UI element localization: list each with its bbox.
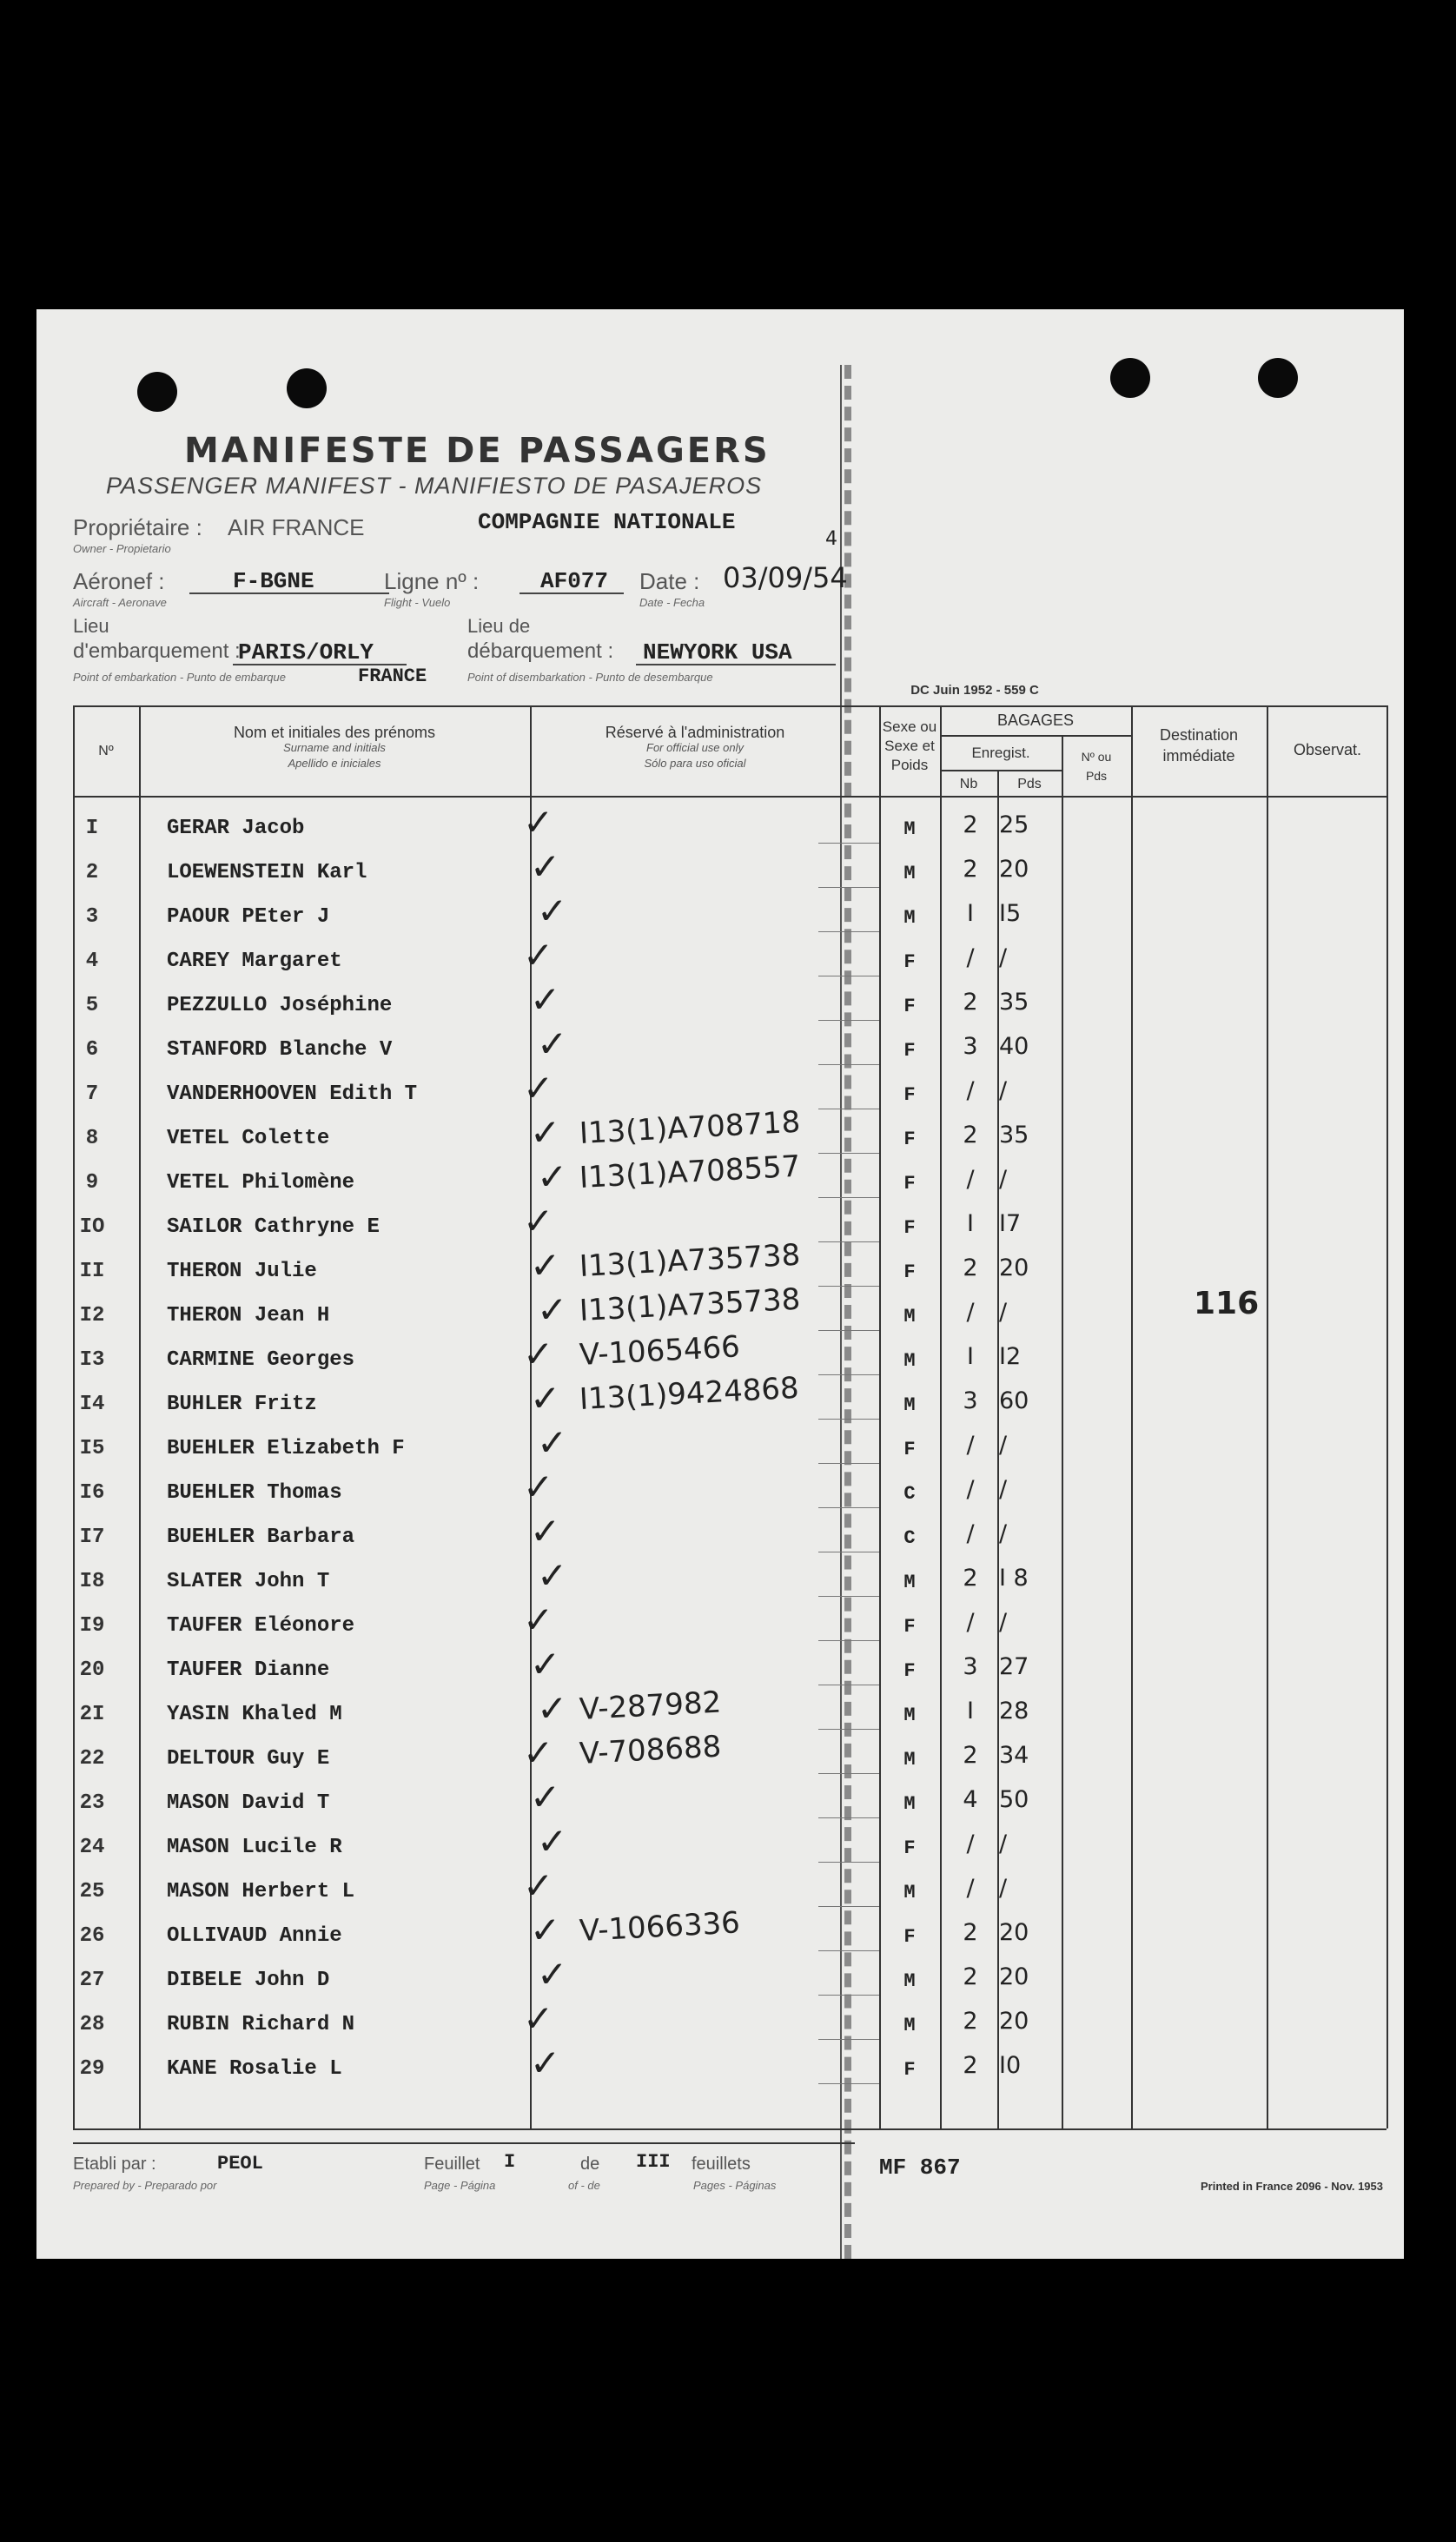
baggage-count: /: [966, 1875, 975, 1902]
sheets-label: feuillets: [692, 2155, 751, 2174]
passenger-sex: F: [903, 996, 916, 1017]
passenger-name: SAILOR Cathryne E: [167, 1215, 380, 1239]
passenger-name: PEZZULLO Joséphine: [167, 994, 393, 1017]
passenger-name: BUEHLER Barbara: [167, 1526, 355, 1549]
row-rule: [818, 1596, 879, 1597]
row-number: IO: [79, 1215, 105, 1239]
baggage-count: /: [966, 1609, 975, 1636]
col-destination: Destination immédiate: [1159, 726, 1239, 765]
passenger-name: MASON David T: [167, 1791, 330, 1815]
passenger-sex: M: [903, 907, 916, 929]
row-number: I4: [79, 1393, 105, 1416]
owner-extra: COMPAGNIE NATIONALE: [478, 509, 736, 535]
disembark-value: NEWYORK USA: [643, 639, 792, 665]
punch-hole: [137, 372, 177, 412]
check-mark: ✓: [530, 978, 561, 1021]
passenger-sex: M: [903, 1749, 916, 1771]
row-number: 29: [79, 2057, 105, 2081]
col-no: Nº: [98, 744, 114, 758]
of-label: de: [580, 2155, 600, 2174]
baggage-count: /: [966, 1520, 975, 1547]
baggage-weight: I7: [999, 1210, 1022, 1237]
disembark-caption: Point of disembarkation - Punto de desembarque: [467, 671, 713, 684]
check-mark: ✓: [537, 1687, 568, 1730]
baggage-weight: 35: [999, 989, 1029, 1016]
col-pds2: Pds: [1085, 769, 1108, 783]
aircraft-caption: Aircraft - Aeronave: [73, 596, 167, 609]
check-mark: ✓: [537, 1288, 568, 1331]
passenger-name: DELTOUR Guy E: [167, 1747, 330, 1771]
row-rule: [818, 1463, 879, 1464]
prepared-caption: Prepared by - Preparado por: [73, 2179, 217, 2192]
disembark-label-2: débarquement :: [467, 639, 614, 663]
passenger-sex: F: [903, 951, 916, 973]
baggage-count: 2: [963, 1122, 978, 1149]
row-number: I3: [79, 1348, 105, 1372]
row-rule: [818, 1241, 879, 1242]
sheet-label: Feuillet: [424, 2155, 480, 2174]
check-mark: ✓: [530, 1643, 561, 1685]
passenger-name: PAOUR PEter J: [167, 905, 330, 929]
baggage-count: /: [966, 1166, 975, 1193]
check-mark: ✓: [530, 1377, 561, 1420]
passenger-sex: F: [903, 1439, 916, 1460]
baggage-weight: 35: [999, 1122, 1029, 1149]
baggage-weight: /: [999, 1432, 1008, 1459]
passenger-sex: M: [903, 1350, 916, 1372]
date-label: Date :: [639, 568, 700, 594]
passenger-name: LOEWENSTEIN Karl: [167, 861, 367, 884]
col-sexe: Sexe ou Sexe et Poids: [882, 718, 937, 773]
row-number: 3: [85, 905, 99, 929]
prepared-value: PEOL: [217, 2153, 263, 2175]
row-number: 23: [79, 1791, 105, 1815]
check-mark: ✓: [530, 845, 561, 888]
passenger-name: GERAR Jacob: [167, 817, 305, 840]
passenger-sex: M: [903, 1793, 916, 1815]
row-rule: [818, 1286, 879, 1287]
sheets-caption: Pages - Páginas: [693, 2179, 777, 2192]
check-mark: ✓: [530, 2042, 561, 2084]
corner-mark: 4: [825, 528, 837, 550]
tear-line: [840, 365, 842, 2259]
flight-value: AF077: [540, 568, 609, 594]
check-mark: ✓: [530, 1776, 561, 1818]
baggage-weight: /: [999, 1476, 1008, 1503]
baggage-count: 2: [963, 1254, 978, 1281]
baggage-count: /: [966, 1077, 975, 1104]
passenger-sex: F: [903, 2059, 916, 2081]
row-rule: [818, 1197, 879, 1198]
passenger-name: THERON Jean H: [167, 1304, 330, 1327]
row-number: 7: [85, 1082, 99, 1106]
baggage-count: 2: [963, 2052, 978, 2079]
baggage-weight: 27: [999, 1653, 1029, 1680]
row-number: 4: [85, 950, 99, 973]
date-caption: Date - Fecha: [639, 596, 705, 609]
row-number: II: [79, 1260, 105, 1283]
row-number: 22: [79, 1747, 105, 1771]
baggage-weight: I2: [999, 1343, 1022, 1370]
baggage-count: I: [967, 1210, 974, 1237]
baggage-count: I: [967, 1698, 974, 1724]
check-mark: ✓: [523, 1200, 554, 1242]
check-mark: ✓: [523, 1864, 554, 1907]
passenger-sex: M: [903, 1306, 916, 1327]
owner-label: Propriétaire :: [73, 514, 202, 540]
check-mark: ✓: [530, 1244, 561, 1287]
row-rule: [818, 1906, 879, 1907]
row-number: 6: [85, 1038, 99, 1062]
sheet-value: I: [504, 2151, 516, 2173]
destination-note: 116: [1194, 1286, 1260, 1321]
baggage-count: 3: [963, 1387, 978, 1414]
flight-caption: Flight - Vuelo: [384, 596, 451, 609]
admin-entry: V-1065466: [578, 1329, 741, 1373]
passenger-name: CARMINE Georges: [167, 1348, 355, 1372]
check-mark: ✓: [537, 1155, 568, 1198]
passenger-name: SLATER John T: [167, 1570, 330, 1593]
prepared-label: Etabli par :: [73, 2155, 156, 2174]
disembark-label: Lieu de: [467, 615, 531, 637]
passenger-name: BUEHLER Thomas: [167, 1481, 342, 1505]
row-rule: [818, 1773, 879, 1774]
admin-entry: I13(1)A735738: [578, 1237, 802, 1284]
passenger-name: YASIN Khaled M: [167, 1703, 342, 1726]
row-rule: [818, 1419, 879, 1420]
passenger-name: THERON Julie: [167, 1260, 317, 1283]
passenger-sex: F: [903, 1173, 916, 1195]
punch-hole: [1258, 358, 1298, 398]
baggage-weight: 40: [999, 1033, 1029, 1060]
baggage-count: 3: [963, 1653, 978, 1680]
row-number: 28: [79, 2013, 105, 2036]
row-number: 24: [79, 1836, 105, 1859]
passenger-name: VETEL Colette: [167, 1127, 330, 1150]
baggage-count: 4: [963, 1786, 978, 1813]
baggage-weight: /: [999, 944, 1008, 971]
aircraft-value: F-BGNE: [233, 568, 314, 594]
baggage-weight: /: [999, 1299, 1008, 1326]
check-mark: ✓: [537, 1820, 568, 1863]
passenger-sex: M: [903, 818, 916, 840]
passenger-name: DIBELE John D: [167, 1969, 330, 1992]
check-mark: ✓: [523, 934, 554, 976]
passenger-sex: F: [903, 1616, 916, 1638]
baggage-weight: I5: [999, 900, 1022, 927]
row-rule: [818, 1950, 879, 1951]
passenger-name: MASON Lucile R: [167, 1836, 342, 1859]
page-title: MANIFESTE DE PASSAGERS: [184, 431, 771, 471]
passenger-sex: M: [903, 863, 916, 884]
baggage-count: /: [966, 944, 975, 971]
col-enregist: Enregist.: [971, 745, 1030, 761]
passenger-name: BUEHLER Elizabeth F: [167, 1437, 405, 1460]
row-rule: [818, 1995, 879, 1996]
baggage-weight: 50: [999, 1786, 1029, 1813]
row-number: 2I: [79, 1703, 105, 1726]
admin-entry: V-287982: [578, 1685, 723, 1727]
check-mark: ✓: [530, 1510, 561, 1552]
perforation: [844, 365, 851, 2259]
row-rule: [818, 1640, 879, 1641]
total-value: III: [636, 2151, 671, 2173]
passenger-name: MASON Herbert L: [167, 1880, 355, 1903]
baggage-count: I: [967, 900, 974, 927]
baggage-count: 2: [963, 1742, 978, 1769]
row-number: 20: [79, 1658, 105, 1682]
col-observ: Observat.: [1293, 741, 1362, 758]
passenger-sex: F: [903, 1837, 916, 1859]
check-mark: ✓: [523, 1067, 554, 1109]
baggage-count: 2: [963, 989, 978, 1016]
admin-entry: I13(1)A708718: [578, 1104, 802, 1151]
baggage-count: 2: [963, 1919, 978, 1946]
baggage-weight: 25: [999, 811, 1029, 838]
baggage-weight: /: [999, 1609, 1008, 1636]
check-mark: ✓: [537, 1023, 568, 1065]
baggage-weight: 20: [999, 856, 1029, 883]
punch-hole: [1110, 358, 1150, 398]
row-rule: [818, 1330, 879, 1331]
row-rule: [818, 931, 879, 932]
check-mark: ✓: [523, 1333, 554, 1375]
row-rule: [818, 1507, 879, 1508]
passenger-name: RUBIN Richard N: [167, 2013, 355, 2036]
check-mark: ✓: [537, 1421, 568, 1464]
owner-caption: Owner - Propietario: [73, 542, 171, 555]
check-mark: ✓: [530, 1111, 561, 1154]
admin-entry: I13(1)A708557: [578, 1149, 802, 1195]
of-caption: of - de: [568, 2179, 600, 2192]
mf-code: MF 867: [879, 2155, 961, 2181]
baggage-count: /: [966, 1299, 975, 1326]
baggage-weight: 20: [999, 1919, 1029, 1946]
passenger-name: VETEL Philomène: [167, 1171, 355, 1195]
row-number: I: [85, 817, 99, 840]
baggage-weight: I0: [999, 2052, 1022, 2079]
row-number: I6: [79, 1481, 105, 1505]
baggage-count: /: [966, 1432, 975, 1459]
baggage-weight: I 8: [999, 1565, 1029, 1592]
row-number: 2: [85, 861, 99, 884]
baggage-count: 2: [963, 811, 978, 838]
check-mark: ✓: [523, 1731, 554, 1774]
admin-entry: I13(1)9424868: [578, 1370, 800, 1417]
admin-entry: V-1066336: [578, 1905, 741, 1949]
row-number: 9: [85, 1171, 99, 1195]
baggage-count: 2: [963, 856, 978, 883]
passenger-sex: F: [903, 1217, 916, 1239]
row-rule: [818, 1153, 879, 1154]
embark-value: PARIS/ORLY: [238, 639, 374, 665]
baggage-weight: /: [999, 1830, 1008, 1857]
check-mark: ✓: [523, 1599, 554, 1641]
row-rule: [818, 1064, 879, 1065]
baggage-weight: 28: [999, 1698, 1029, 1724]
baggage-count: I: [967, 1343, 974, 1370]
row-number: I9: [79, 1614, 105, 1638]
baggage-weight: /: [999, 1077, 1008, 1104]
passenger-name: TAUFER Dianne: [167, 1658, 330, 1682]
passenger-sex: M: [903, 1572, 916, 1593]
col-bagages: BAGAGES: [996, 712, 1075, 729]
row-number: I7: [79, 1526, 105, 1549]
row-rule: [818, 843, 879, 844]
row-rule: [818, 1862, 879, 1863]
row-number: 8: [85, 1127, 99, 1150]
passenger-sex: M: [903, 1882, 916, 1903]
form-code: DC Juin 1952 - 559 C: [910, 683, 1039, 698]
row-number: I5: [79, 1437, 105, 1460]
col-name-en: Surname and initials: [283, 741, 386, 754]
baggage-weight: 20: [999, 1963, 1029, 1990]
row-rule: [818, 1729, 879, 1730]
row-rule: [818, 1020, 879, 1021]
col-nb: Nb: [959, 777, 978, 791]
check-mark: ✓: [523, 801, 554, 844]
row-number: I8: [79, 1570, 105, 1593]
embark-label-2: d'embarquement :: [73, 639, 241, 663]
col-admin-en: For official use only: [646, 741, 744, 754]
check-mark: ✓: [530, 1909, 561, 1951]
passenger-name: OLLIVAUD Annie: [167, 1924, 342, 1948]
row-number: I2: [79, 1304, 105, 1327]
page-subtitle: PASSENGER MANIFEST - MANIFIESTO DE PASAJEROS: [106, 473, 763, 499]
row-rule: [818, 2039, 879, 2040]
embark-caption: Point of embarkation - Punto de embarque: [73, 671, 286, 684]
row-number: 26: [79, 1924, 105, 1948]
passenger-sex: F: [903, 1040, 916, 1062]
passenger-sex: C: [903, 1527, 916, 1549]
baggage-weight: /: [999, 1166, 1008, 1193]
row-rule: [818, 1374, 879, 1375]
col-name-es: Apellido e iniciales: [288, 757, 381, 770]
row-rule: [818, 887, 879, 888]
baggage-weight: /: [999, 1875, 1008, 1902]
date-value: 03/09/54: [723, 561, 848, 594]
baggage-weight: 20: [999, 2008, 1029, 2035]
check-mark: ✓: [537, 1554, 568, 1597]
baggage-count: 2: [963, 1963, 978, 1990]
passenger-sex: F: [903, 1660, 916, 1682]
baggage-weight: 34: [999, 1742, 1029, 1769]
passenger-name: KANE Rosalie L: [167, 2057, 342, 2081]
row-number: 27: [79, 1969, 105, 1992]
admin-entry: I13(1)A735738: [578, 1281, 802, 1328]
row-number: 25: [79, 1880, 105, 1903]
baggage-count: 2: [963, 2008, 978, 2035]
passenger-sex: F: [903, 1261, 916, 1283]
baggage-count: /: [966, 1830, 975, 1857]
col-pds: Pds: [1017, 777, 1042, 791]
punch-hole: [287, 368, 327, 408]
passenger-name: TAUFER Eléonore: [167, 1614, 355, 1638]
passenger-sex: M: [903, 2015, 916, 2036]
baggage-count: 3: [963, 1033, 978, 1060]
passenger-sex: M: [903, 1394, 916, 1416]
embark-label: Lieu: [73, 615, 109, 637]
passenger-sex: F: [903, 1084, 916, 1106]
owner-value: AIR FRANCE: [228, 514, 365, 540]
passenger-sex: M: [903, 1970, 916, 1992]
col-admin-es: Sólo para uso oficial: [644, 757, 746, 770]
row-rule: [818, 2083, 879, 2084]
baggage-weight: 60: [999, 1387, 1029, 1414]
baggage-weight: /: [999, 1520, 1008, 1547]
passenger-sex: F: [903, 1926, 916, 1948]
passenger-sex: C: [903, 1483, 916, 1505]
row-number: 5: [85, 994, 99, 1017]
col-name: Nom et initiales des prénoms: [233, 724, 436, 741]
baggage-count: /: [966, 1476, 975, 1503]
col-no-ou: Nº ou: [1081, 750, 1112, 764]
passenger-name: VANDERHOOVEN Edith T: [167, 1082, 418, 1106]
embark-country: FRANCE: [358, 665, 427, 687]
passenger-sex: F: [903, 1129, 916, 1150]
row-rule: [818, 1817, 879, 1818]
check-mark: ✓: [523, 1997, 554, 2040]
passenger-name: STANFORD Blanche V: [167, 1038, 393, 1062]
flight-label: Ligne nº :: [384, 568, 480, 594]
passenger-name: BUHLER Fritz: [167, 1393, 317, 1416]
manifest-sheet: [36, 309, 1404, 2259]
check-mark: ✓: [523, 1466, 554, 1508]
passenger-sex: M: [903, 1705, 916, 1726]
admin-entry: V-708688: [578, 1729, 723, 1771]
baggage-count: 2: [963, 1565, 978, 1592]
sheet-caption: Page - Página: [424, 2179, 496, 2192]
col-admin: Réservé à l'administration: [605, 724, 785, 741]
check-mark: ✓: [537, 890, 568, 932]
printed-note: Printed in France 2096 - Nov. 1953: [1200, 2180, 1383, 2193]
aircraft-label: Aéronef :: [73, 568, 165, 594]
check-mark: ✓: [537, 1953, 568, 1996]
baggage-weight: 20: [999, 1254, 1029, 1281]
passenger-name: CAREY Margaret: [167, 950, 342, 973]
